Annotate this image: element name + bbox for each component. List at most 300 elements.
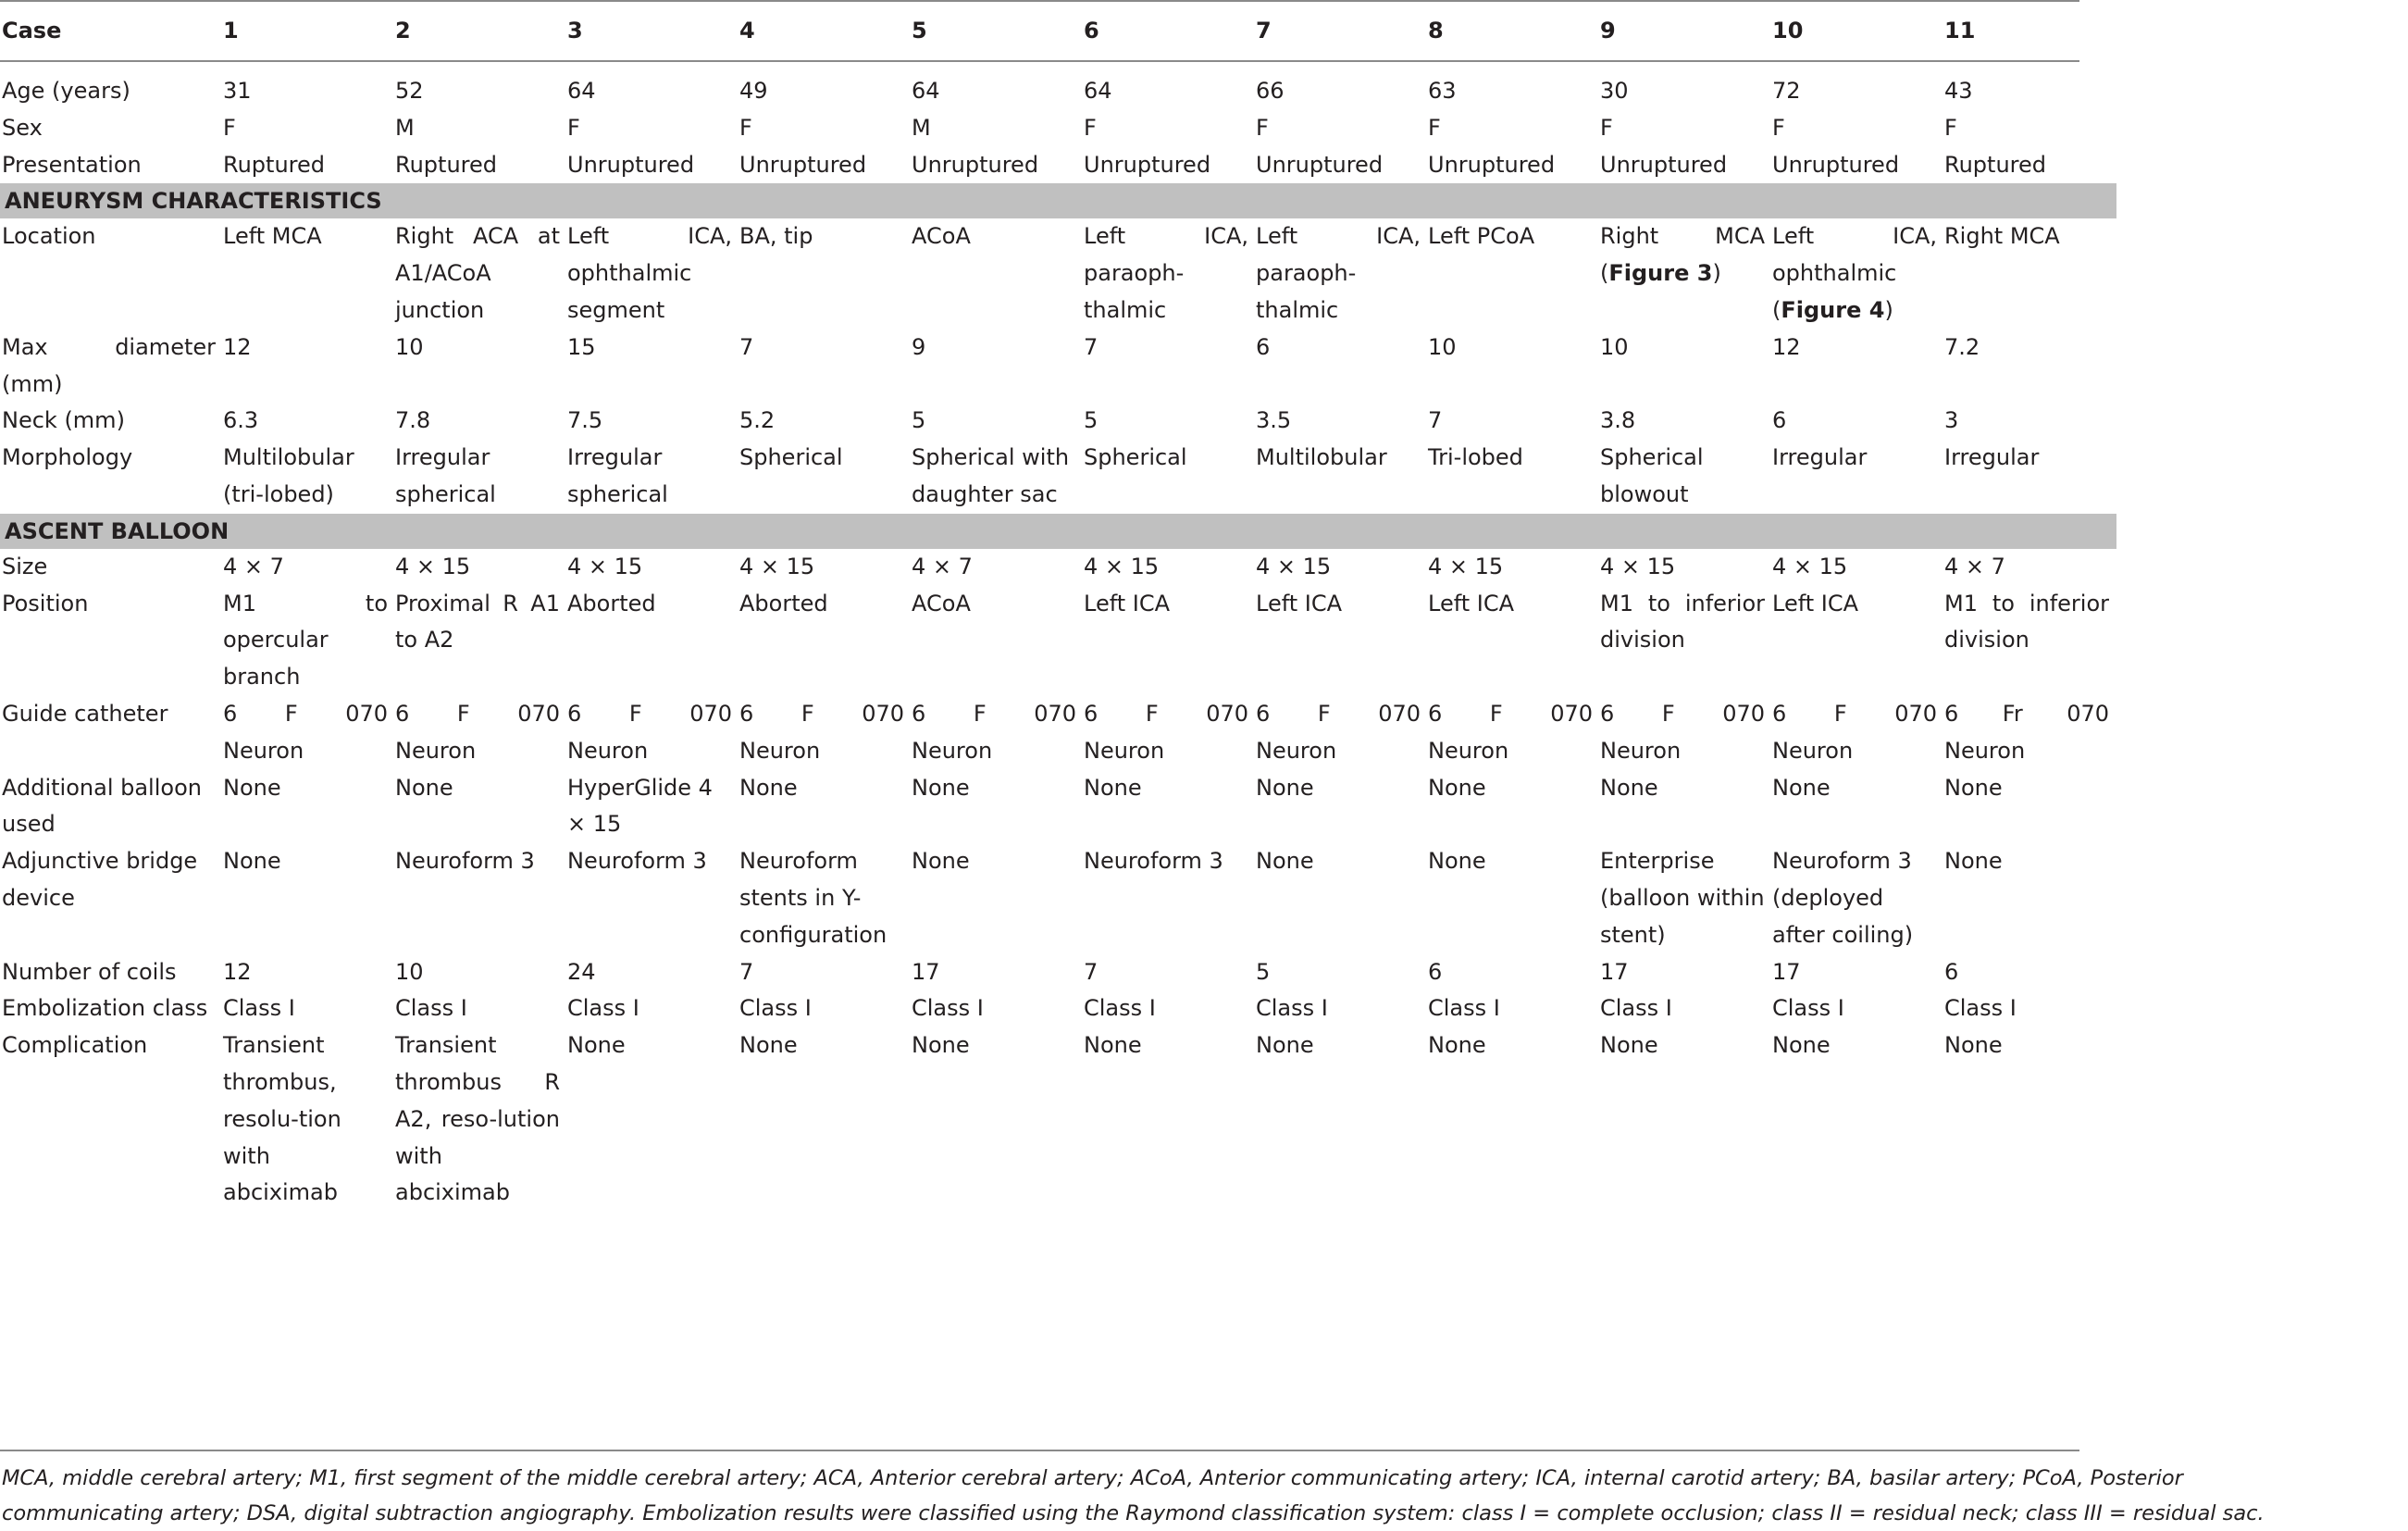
figure-reference[interactable]: (Figure 3) (1600, 260, 1721, 287)
table-cell (912, 696, 1084, 770)
table-cell (912, 147, 1084, 184)
table-cell (739, 770, 912, 844)
table-cell (1600, 1027, 1772, 1212)
table-cell (1600, 147, 1772, 184)
header-case: Case (2, 18, 62, 44)
cell-text: None (1084, 774, 1142, 801)
cell-text: 7.8 (395, 407, 431, 434)
cell-text: 7 (739, 958, 754, 985)
table-cell (395, 403, 567, 440)
row-label: Neck (mm) (2, 407, 125, 434)
table-row (0, 110, 2116, 147)
table-cell (1428, 954, 1600, 991)
table-cell (567, 1027, 739, 1212)
cell-text: 6 F 070 Neuron (1084, 700, 1248, 764)
cell-text: Class I (1428, 995, 1500, 1022)
table-cell (567, 147, 739, 184)
row-label: Max diameter (mm) (2, 333, 216, 397)
table-cell (1428, 60, 1600, 110)
cell-text: F (1256, 114, 1269, 141)
table-cell (1428, 218, 1600, 329)
cell-text: 63 (1428, 78, 1457, 104)
table-cell (1084, 586, 1256, 696)
cell-text: None (1256, 1032, 1314, 1059)
cell-text: 7 (739, 333, 754, 360)
table-cell (1256, 990, 1428, 1027)
row-label: Morphology (2, 444, 133, 471)
cell-text: None (223, 774, 281, 801)
table-cell (1944, 330, 2116, 404)
cell-text: None (1428, 774, 1486, 801)
cell-text: 6 F 070 Neuron (912, 700, 1076, 764)
cell-text: None (1600, 1032, 1658, 1059)
table-cell (739, 990, 912, 1027)
cell-text: 9 (912, 333, 926, 360)
table-cell (1944, 147, 2116, 184)
header-case-2: 2 (395, 18, 411, 44)
cell-text: 3.8 (1600, 407, 1636, 434)
cell-text: Irregular spherical (567, 444, 668, 507)
cell-text: None (1944, 774, 2003, 801)
cell-text: Proximal R A1 to A2 (395, 590, 560, 653)
table-cell (739, 330, 912, 404)
header-case-4: 4 (739, 18, 755, 44)
table-cell (395, 843, 567, 953)
cell-text: Irregular (1944, 444, 2040, 471)
table-cell (567, 60, 739, 110)
table-body (0, 60, 2116, 1212)
cell-text: 6 F 070 Neuron (223, 700, 388, 764)
table-cell (223, 330, 395, 404)
table-cell (395, 954, 567, 991)
table-cell (1256, 60, 1428, 110)
cell-text: 4 × 15 (567, 553, 643, 579)
table-cell (1428, 586, 1600, 696)
table-cell (223, 586, 395, 696)
cell-text: 43 (1944, 78, 1973, 104)
table-cell (223, 60, 395, 110)
cell-text: 4 × 7 (912, 553, 973, 579)
cell-text: Class I (1256, 995, 1328, 1022)
table-cell (395, 1027, 567, 1212)
cell-text: Enterprise (balloon within stent) (1600, 848, 1765, 948)
table-cell (739, 440, 912, 514)
table-cell (739, 218, 912, 329)
cell-text: 17 (912, 958, 940, 985)
cell-text: Left ICA (1256, 590, 1343, 616)
cell-text: 4 × 15 (395, 553, 471, 579)
table-cell (1772, 147, 1944, 184)
row-label: Embolization class (2, 995, 208, 1022)
row-label: Age (years) (2, 78, 130, 104)
row-label: Guide catheter (2, 700, 168, 727)
table-cell (912, 843, 1084, 953)
cell-text: None (1772, 774, 1831, 801)
table-cell (1428, 696, 1600, 770)
cell-text: 4 × 15 (1600, 553, 1676, 579)
cell-text: 72 (1772, 78, 1801, 104)
table-cell (567, 218, 739, 329)
cell-text: Right ACA at A1/ACoA junction (395, 223, 560, 323)
table-cell (567, 330, 739, 404)
table-cell (1944, 990, 2116, 1027)
table-cell (395, 990, 567, 1027)
cell-text: Unruptured (1084, 151, 1211, 178)
cell-text: Spherical with daughter sac (912, 444, 1070, 507)
table-cell (223, 770, 395, 844)
cell-text: Unruptured (912, 151, 1039, 178)
table-row (0, 218, 2116, 329)
cell-text: 6 F 070 Neuron (739, 700, 904, 764)
row-label: Number of coils (2, 958, 177, 985)
section-header-aneurysm (0, 183, 2116, 218)
table-cell (1256, 1027, 1428, 1212)
table-cell (1084, 147, 1256, 184)
table-cell (1256, 218, 1428, 329)
table-cell (1944, 549, 2116, 586)
table-cell (1256, 110, 1428, 147)
cell-text: 24 (567, 958, 596, 985)
table-cell (912, 1027, 1084, 1212)
cell-text: Left ICA, ophthalmic (1772, 223, 1937, 287)
table-cell (739, 696, 912, 770)
table-cell (739, 549, 912, 586)
table-cell (1428, 770, 1600, 844)
cell-text: 4 × 15 (1772, 553, 1848, 579)
cell-text: 4 × 15 (1256, 553, 1332, 579)
cell-text: Ruptured (395, 151, 498, 178)
table-cell (1600, 218, 1772, 329)
cell-text: Left ICA, ophthalmic segment (567, 223, 732, 323)
table-row (0, 440, 2116, 514)
row-label: Adjunctive bridge device (2, 848, 198, 911)
table-cell (1600, 954, 1772, 991)
table-cell (739, 147, 912, 184)
table-cell (223, 147, 395, 184)
table-cell (1772, 696, 1944, 770)
cell-text: 17 (1600, 958, 1629, 985)
cell-text: Left ICA (1772, 590, 1859, 616)
table-cell (223, 218, 395, 329)
cell-text: 4 × 15 (1428, 553, 1504, 579)
cell-text: Right MCA (1600, 223, 1765, 250)
table-cell (912, 954, 1084, 991)
cell-text: Left ICA, paraoph-thalmic (1084, 223, 1248, 323)
cell-text: 6 F 070 Neuron (1772, 700, 1937, 764)
table-cell (1256, 330, 1428, 404)
table-row (0, 954, 2116, 991)
cell-text: 4 × 7 (1944, 553, 2005, 579)
table-cell (1600, 696, 1772, 770)
table-cell (1084, 843, 1256, 953)
cell-text: None (1084, 1032, 1142, 1059)
table-cell (1772, 843, 1944, 953)
cell-text: 6 (1944, 958, 1959, 985)
cell-text: Unruptured (1256, 151, 1384, 178)
table-cell (1772, 403, 1944, 440)
table-cell (912, 330, 1084, 404)
header-case-1: 1 (223, 18, 239, 44)
table-row (0, 770, 2116, 844)
table-cell (223, 954, 395, 991)
figure-reference[interactable]: (Figure 4) (1772, 296, 1893, 323)
table-cell (1772, 440, 1944, 514)
section-header-balloon-title: ASCENT BALLOON (0, 514, 2116, 549)
cell-text: None (1772, 1032, 1831, 1059)
table-cell (1600, 110, 1772, 147)
table-cell (1256, 954, 1428, 991)
cell-text: 6 F 070 Neuron (1600, 700, 1765, 764)
cell-text: Irregular spherical (395, 444, 496, 507)
cell-text: F (1600, 114, 1613, 141)
table-cell (1428, 1027, 1600, 1212)
table-cell (1944, 696, 2116, 770)
section-header-aneurysm-title: ANEURYSM CHARACTERISTICS (0, 183, 2116, 218)
table-cell (1428, 110, 1600, 147)
table-row (0, 586, 2116, 696)
header-case-10: 10 (1772, 18, 1804, 44)
cell-text: None (567, 1032, 626, 1059)
cell-text: None (1600, 774, 1658, 801)
cell-text: F (1428, 114, 1441, 141)
cell-text: 3.5 (1256, 407, 1292, 434)
table-cell (1428, 990, 1600, 1027)
cell-text: Irregular (1772, 444, 1868, 471)
cell-text: Neuroform 3 (deployed after coiling) (1772, 848, 1914, 948)
table-cell (1600, 440, 1772, 514)
table-cell (1772, 990, 1944, 1027)
cell-text: None (739, 774, 798, 801)
cell-text: Neuroform stents in Y-configuration (739, 848, 887, 948)
table-cell (1600, 60, 1772, 110)
table-cell (1084, 330, 1256, 404)
table-row (0, 1027, 2116, 1212)
cell-text: 5.2 (739, 407, 776, 434)
table-cell (223, 549, 395, 586)
figure-link[interactable]: Figure 3 (1608, 260, 1713, 287)
table-cell (567, 770, 739, 844)
table-cell (1084, 549, 1256, 586)
table-cell (1084, 954, 1256, 991)
row-label: Size (2, 553, 48, 579)
cell-text: 6 F 070 Neuron (1428, 700, 1593, 764)
header-case-3: 3 (567, 18, 583, 44)
cell-text: 6 (1256, 333, 1271, 360)
cell-text: 6 (1428, 958, 1443, 985)
figure-link[interactable]: Figure 4 (1781, 296, 1885, 323)
table-cell (912, 770, 1084, 844)
table-cell (395, 147, 567, 184)
table-cell (1944, 1027, 2116, 1212)
cell-text: Class I (223, 995, 295, 1022)
table-cell (739, 60, 912, 110)
cell-text: ACoA (912, 223, 971, 250)
table-cell (1428, 549, 1600, 586)
table-cell (912, 586, 1084, 696)
table-cell (567, 696, 739, 770)
cell-text: 10 (395, 958, 424, 985)
cell-text: 5 (1256, 958, 1271, 985)
cell-text: 5 (912, 407, 926, 434)
table-cell (395, 218, 567, 329)
table-cell (1428, 330, 1600, 404)
footnote-line-1: MCA, middle cerebral artery; M1, first segment of the middle cerebral artery; ACA, Anterior cerebral artery; ACoA, Anterior communicating artery; ICA, internal carotid artery; BA, basilar artery; PCoA, Posterior (2, 1466, 2183, 1490)
cell-text: Unruptured (1428, 151, 1556, 178)
table-cell (912, 549, 1084, 586)
cell-text: 64 (912, 78, 940, 104)
table-cell (739, 1027, 912, 1212)
table-cell (912, 218, 1084, 329)
cell-text: Class I (1084, 995, 1156, 1022)
cell-text: None (1256, 848, 1314, 875)
table-row (0, 990, 2116, 1027)
table-cell (1256, 440, 1428, 514)
table-cell (567, 586, 739, 696)
table-row (0, 147, 2116, 184)
cell-text: 7 (1084, 958, 1098, 985)
table-cell (1944, 60, 2116, 110)
table-cell (567, 549, 739, 586)
cell-text: 10 (1600, 333, 1629, 360)
cell-text: 12 (1772, 333, 1801, 360)
cell-text: 17 (1772, 958, 1801, 985)
cell-text: Right MCA (1944, 223, 2060, 250)
case-table (0, 2, 2116, 1212)
cell-text: F (739, 114, 752, 141)
table-row (0, 403, 2116, 440)
cell-text: 6 F 070 Neuron (395, 700, 560, 764)
table-cell (1772, 218, 1944, 329)
table-cell (395, 549, 567, 586)
cell-text: ACoA (912, 590, 971, 616)
table-cell (1772, 586, 1944, 696)
table-cell (1600, 843, 1772, 953)
footnote-line-2: communicating artery; DSA, digital subtraction angiography. Embolization results were classified using the Raymond classification system: class I = complete occlusion; class II = residual neck; class III = residual sac. (2, 1501, 2265, 1525)
cell-text: Left MCA (223, 223, 322, 250)
table-cell (223, 403, 395, 440)
cell-text: Spherical blowout (1600, 444, 1704, 507)
cell-text: Left PCoA (1428, 223, 1535, 250)
cell-text: Class I (1600, 995, 1672, 1022)
cell-text: 4 × 15 (1084, 553, 1160, 579)
table-cell (912, 990, 1084, 1027)
table-row (0, 60, 2116, 110)
table-cell (1256, 147, 1428, 184)
cell-text: Unruptured (567, 151, 695, 178)
cell-text: 4 × 15 (739, 553, 815, 579)
cell-text: Class I (1944, 995, 2017, 1022)
table-cell (395, 330, 567, 404)
cell-text: 31 (223, 78, 252, 104)
cell-text: Aborted (739, 590, 828, 616)
table-cell (395, 770, 567, 844)
header-case-9: 9 (1600, 18, 1616, 44)
table-cell (1256, 843, 1428, 953)
cell-text: Left ICA, paraoph-thalmic (1256, 223, 1421, 323)
section-header-balloon (0, 514, 2116, 549)
table-cell (1084, 440, 1256, 514)
cell-text: M (912, 114, 931, 141)
table-row (0, 843, 2116, 953)
cell-text: 64 (1084, 78, 1112, 104)
cell-text: F (1772, 114, 1785, 141)
table-cell (567, 110, 739, 147)
table-cell (1944, 586, 2116, 696)
cell-text: 30 (1600, 78, 1629, 104)
cell-text: Class I (395, 995, 467, 1022)
table-cell (1772, 770, 1944, 844)
table-cell (1084, 110, 1256, 147)
cell-text: None (912, 1032, 970, 1059)
table-cell (912, 440, 1084, 514)
cell-text: None (1944, 1032, 2003, 1059)
table-cell (1944, 218, 2116, 329)
cell-text: None (912, 848, 970, 875)
cell-text: 12 (223, 333, 252, 360)
table-cell (1944, 110, 2116, 147)
table-cell (1084, 218, 1256, 329)
cell-text: Neuroform 3 (1084, 848, 1223, 875)
table-cell (1428, 843, 1600, 953)
table-cell (1600, 330, 1772, 404)
cell-text: None (1428, 1032, 1486, 1059)
table-cell (1600, 990, 1772, 1027)
cell-text: M1 to opercular branch (223, 590, 388, 691)
cell-text: Transient thrombus, resolu-tion with abciximab (223, 1032, 341, 1206)
cell-text: 52 (395, 78, 424, 104)
cell-text: None (1944, 848, 2003, 875)
table-cell (1600, 586, 1772, 696)
cell-text: 6 (1772, 407, 1787, 434)
cell-text: Class I (912, 995, 984, 1022)
table-cell (1944, 770, 2116, 844)
cell-text: Unruptured (1600, 151, 1728, 178)
cell-text: F (1944, 114, 1957, 141)
header-case-7: 7 (1256, 18, 1272, 44)
header-case-11: 11 (1944, 18, 1976, 44)
table-cell (739, 403, 912, 440)
cell-text: None (1428, 848, 1486, 875)
cell-text: Ruptured (1944, 151, 2047, 178)
cell-text: Unruptured (1772, 151, 1900, 178)
table-cell (1084, 1027, 1256, 1212)
cell-text: Class I (1772, 995, 1844, 1022)
table-cell (223, 1027, 395, 1212)
table-cell (1600, 549, 1772, 586)
table-cell (1256, 586, 1428, 696)
cell-text: 66 (1256, 78, 1285, 104)
cell-text: Aborted (567, 590, 656, 616)
table-cell (395, 440, 567, 514)
row-label: Position (2, 590, 89, 616)
cell-text: 5 (1084, 407, 1098, 434)
table-cell (1772, 954, 1944, 991)
table-cell (223, 843, 395, 953)
table-cell (395, 696, 567, 770)
cell-text: Neuroform 3 (395, 848, 535, 875)
cell-text: BA, tip (739, 223, 813, 250)
table-cell (1944, 403, 2116, 440)
cell-text: Multilobular (tri-lobed) (223, 444, 354, 507)
table-cell (1428, 440, 1600, 514)
table-cell (1600, 403, 1772, 440)
table-cell (1772, 330, 1944, 404)
cell-text: M1 to inferior division (1600, 590, 1765, 653)
table-cell (1428, 147, 1600, 184)
cell-text: Ruptured (223, 151, 326, 178)
row-label: Location (2, 223, 96, 250)
cell-text: F (223, 114, 236, 141)
